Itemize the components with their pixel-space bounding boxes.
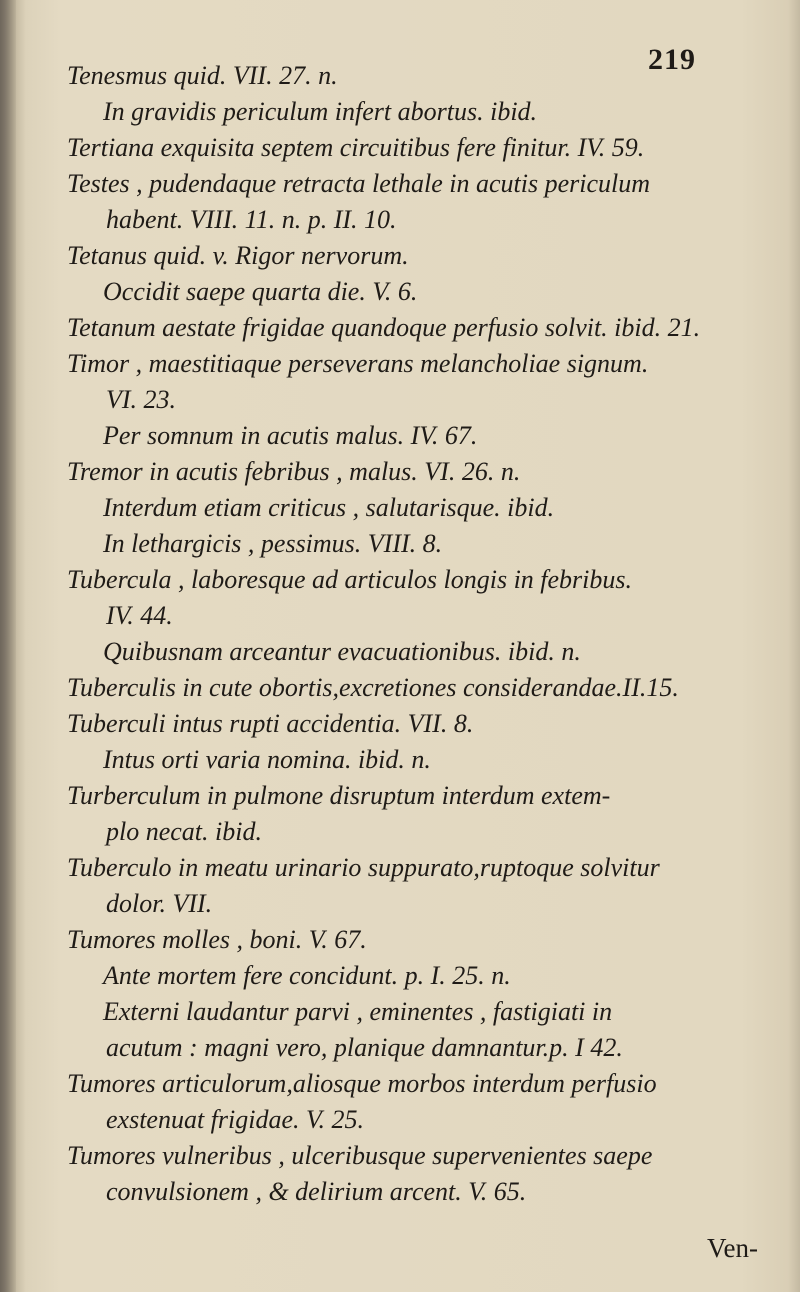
index-entry: Tertiana exquisita septem circuitibus fere finitur. IV. 59. — [67, 133, 645, 162]
index-subentry: In lethargicis , pessimus. VIII. 8. — [103, 529, 443, 558]
index-entry: Tremor in acutis febribus , malus. VI. 26. n. — [67, 457, 521, 486]
index-entry: Tuberculis in cute obortis,excretiones considerandae.II.15. — [67, 673, 679, 702]
index-entry-continuation: habent. VIII. 11. n. p. II. 10. — [106, 205, 397, 234]
page-number: 219 — [648, 43, 696, 76]
catchword: Ven- — [707, 1233, 758, 1263]
index-subentry: Ante mortem fere concidunt. p. I. 25. n. — [103, 961, 511, 990]
index-subentry: Externi laudantur parvi , eminentes , fastigiati in — [103, 997, 613, 1026]
binding-shadow — [0, 0, 16, 1292]
index-subentry: In gravidis periculum infert abortus. ibid. — [103, 97, 538, 126]
index-subentry: Occidit saepe quarta die. V. 6. — [103, 277, 418, 306]
index-subentry: Quibusnam arceantur evacuationibus. ibid. n. — [103, 637, 581, 666]
index-entry: Tuberculo in meatu urinario suppurato,ruptoque solvitur — [67, 853, 660, 882]
index-entry: Tumores articulorum,aliosque morbos interdum perfusio — [67, 1069, 657, 1098]
index-subentry: Interdum etiam criticus , salutarisque. ibid. — [103, 493, 555, 522]
index-entry: Testes , pudendaque retracta lethale in acutis periculum — [67, 169, 650, 198]
index-entry-continuation: VI. 23. — [106, 385, 177, 414]
index-subentry: Intus orti varia nomina. ibid. n. — [103, 745, 431, 774]
index-entry: Tubercula , laboresque ad articulos longis in febribus. — [67, 565, 633, 594]
index-entry: Timor , maestitiaque perseverans melancholiae signum. — [67, 349, 649, 378]
index-entry-continuation: IV. 44. — [106, 601, 173, 630]
index-entry: Tumores molles , boni. V. 67. — [67, 925, 367, 954]
index-entry-continuation: acutum : magni vero, planique damnantur.p. I 42. — [106, 1033, 623, 1062]
index-entry: Tenesmus quid. VII. 27. n. — [67, 61, 338, 90]
index-entry-continuation: plo necat. ibid. — [106, 817, 262, 846]
page-edge-shadow — [788, 0, 800, 1292]
index-entry-continuation: exstenuat frigidae. V. 25. — [106, 1105, 365, 1134]
index-entry: Tetanus quid. v. Rigor nervorum. — [67, 241, 409, 270]
index-entry-continuation: convulsionem , & delirium arcent. V. 65. — [106, 1177, 527, 1206]
index-entry: Turberculum in pulmone disruptum interdum extem- — [67, 781, 611, 810]
index-entry: Tetanum aestate frigidae quandoque perfusio solvit. ibid. 21. — [67, 313, 701, 342]
index-entry: Tuberculi intus rupti accidentia. VII. 8. — [67, 709, 474, 738]
index-entry-continuation: dolor. VII. — [106, 889, 213, 918]
index-entry: Tumores vulneribus , ulceribusque supervenientes saepe — [67, 1141, 653, 1170]
index-subentry: Per somnum in acutis malus. IV. 67. — [103, 421, 478, 450]
